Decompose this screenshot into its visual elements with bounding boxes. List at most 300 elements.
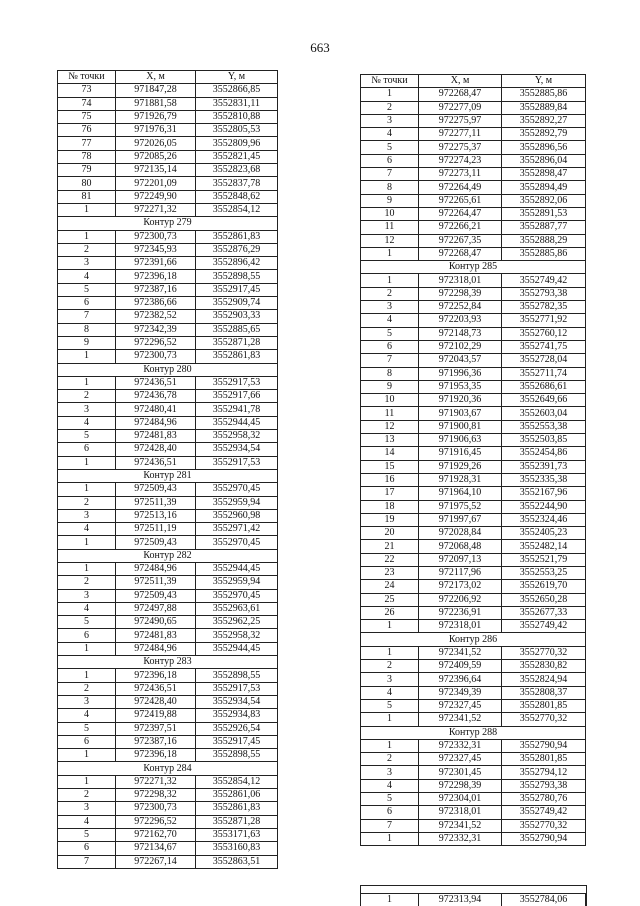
cell-y: 3552894,49 (502, 181, 586, 194)
table-row (58, 456, 278, 469)
table-row (361, 739, 586, 752)
table-row (361, 274, 586, 287)
cell-point-number: 9 (58, 336, 116, 349)
cell-point-number: 1 (58, 350, 116, 363)
table-row (361, 473, 586, 486)
table-row (361, 447, 586, 460)
table-row (58, 110, 278, 123)
cell-point-number: 1 (361, 739, 419, 752)
cell-x: 972396,18 (116, 749, 196, 762)
cell-x: 971996,36 (419, 367, 502, 380)
cell-x: 972249,90 (116, 190, 196, 203)
cell-point-number: 1 (361, 88, 419, 101)
cell-x: 972043,57 (419, 354, 502, 367)
table-row (58, 283, 278, 296)
table-row (361, 646, 586, 659)
cell-x: 972301,45 (419, 766, 502, 779)
cell-x: 972173,02 (419, 580, 502, 593)
cell-point-number: 17 (361, 487, 419, 500)
cell-point-number: 76 (58, 124, 116, 137)
table-row (361, 420, 586, 433)
cell-point-number: 5 (58, 828, 116, 841)
cell-point-number: 11 (361, 407, 419, 420)
cell-y: 3552771,92 (502, 314, 586, 327)
cell-x: 972026,05 (116, 137, 196, 150)
cell-x: 972298,39 (419, 779, 502, 792)
cell-y: 3552885,65 (196, 323, 278, 336)
table-continuation-fragment (360, 885, 587, 906)
table-row (58, 695, 278, 708)
table-row (58, 802, 278, 815)
cell-point-number: 1 (361, 646, 419, 659)
cell-x: 972252,84 (419, 301, 502, 314)
cell-x: 972135,14 (116, 164, 196, 177)
cell-x: 972268,47 (419, 247, 502, 260)
cell-y: 3552917,45 (196, 735, 278, 748)
cell-x: 971900,81 (419, 420, 502, 433)
table-body-right (361, 88, 586, 846)
table-row (361, 566, 586, 579)
cell-x: 972396,64 (419, 673, 502, 686)
cell-x: 971997,67 (419, 513, 502, 526)
cell-x: 972484,96 (116, 562, 196, 575)
cell-y: 3552898,47 (502, 168, 586, 181)
cell-point-number: 1 (361, 894, 419, 906)
table-row (361, 540, 586, 553)
cell-point-number: 1 (58, 642, 116, 655)
cell-point-number: 8 (361, 181, 419, 194)
header-x: X, м (419, 75, 502, 88)
cell-y: 3552749,42 (502, 806, 586, 819)
cell-y: 3552801,85 (502, 753, 586, 766)
cell-x: 972419,88 (116, 709, 196, 722)
cell-y: 3552805,53 (196, 124, 278, 137)
cell-y: 3552741,75 (502, 340, 586, 353)
cell-y: 3552892,06 (502, 194, 586, 207)
cell-point-number: 3 (58, 589, 116, 602)
cell-point-number: 79 (58, 164, 116, 177)
cell-y: 3552863,51 (196, 855, 278, 868)
cell-x: 972436,78 (116, 390, 196, 403)
cell-y: 3552790,94 (502, 739, 586, 752)
cell-y: 3552619,70 (502, 580, 586, 593)
table-header-row (58, 71, 278, 84)
cell-x: 971964,10 (419, 487, 502, 500)
table-row (361, 340, 586, 353)
cell-x: 972206,92 (419, 593, 502, 606)
cell-x: 972342,39 (116, 323, 196, 336)
cell-y: 3552649,66 (502, 394, 586, 407)
table-row (58, 97, 278, 110)
cell-point-number: 3 (58, 257, 116, 270)
cell-x: 972382,52 (116, 310, 196, 323)
cell-point-number: 5 (58, 283, 116, 296)
table-row (361, 181, 586, 194)
table-row (58, 855, 278, 868)
table-row (361, 354, 586, 367)
cell-x: 972277,09 (419, 101, 502, 114)
cell-x: 972271,32 (116, 775, 196, 788)
cell-y: 3552823,68 (196, 164, 278, 177)
cell-x: 972201,09 (116, 177, 196, 190)
cell-x: 972327,45 (419, 699, 502, 712)
cell-y: 3552831,11 (196, 97, 278, 110)
cell-point-number: 5 (361, 327, 419, 340)
cell-x: 972509,43 (116, 589, 196, 602)
table-row (58, 124, 278, 137)
cell-y: 3552917,45 (196, 283, 278, 296)
cell-point-number: 5 (361, 141, 419, 154)
table-row (58, 602, 278, 615)
cell-x: 972396,18 (116, 669, 196, 682)
table-row (58, 775, 278, 788)
table-row (58, 749, 278, 762)
cell-point-number: 1 (58, 536, 116, 549)
table-row (361, 207, 586, 220)
cell-point-number: 4 (58, 815, 116, 828)
section-header-row (58, 549, 278, 562)
table-row (58, 376, 278, 389)
table-row (361, 686, 586, 699)
cell-y: 3552971,42 (196, 523, 278, 536)
header-y: Y, м (502, 75, 586, 88)
cell-x: 972509,43 (116, 536, 196, 549)
cell-x: 971976,31 (116, 124, 196, 137)
cell-x: 972275,97 (419, 114, 502, 127)
cell-y: 3552889,84 (502, 101, 586, 114)
cell-y: 3553160,83 (196, 842, 278, 855)
cell-point-number: 6 (58, 735, 116, 748)
contour-title: Контур 284 (58, 762, 278, 775)
cell-x: 972264,49 (419, 181, 502, 194)
cell-y: 3552926,54 (196, 722, 278, 735)
section-header-row (361, 726, 586, 739)
cell-point-number: 1 (361, 274, 419, 287)
cell-point-number: 14 (361, 447, 419, 460)
cell-point-number: 2 (58, 496, 116, 509)
cell-y: 3552782,35 (502, 301, 586, 314)
header-y: Y, м (196, 71, 278, 84)
table-row (58, 536, 278, 549)
cell-x: 972148,73 (419, 327, 502, 340)
table-row (361, 894, 586, 906)
cell-x: 972386,66 (116, 297, 196, 310)
cell-point-number: 3 (361, 766, 419, 779)
table-row (58, 828, 278, 841)
cell-y: 3552934,83 (196, 709, 278, 722)
table-row (361, 327, 586, 340)
cell-y: 3552896,56 (502, 141, 586, 154)
cell-point-number: 75 (58, 110, 116, 123)
cell-point-number: 4 (58, 416, 116, 429)
cell-x: 972236,91 (419, 606, 502, 619)
cell-point-number: 1 (58, 562, 116, 575)
cell-y: 3552917,53 (196, 682, 278, 695)
table-row (58, 443, 278, 456)
table-row (58, 642, 278, 655)
cell-point-number: 20 (361, 527, 419, 540)
cell-point-number: 9 (361, 380, 419, 393)
table-row (58, 190, 278, 203)
cell-y: 3552553,25 (502, 566, 586, 579)
cell-y: 3552896,04 (502, 154, 586, 167)
cell-point-number: 2 (58, 576, 116, 589)
table-row (361, 753, 586, 766)
cell-y: 3552677,33 (502, 606, 586, 619)
cell-point-number: 22 (361, 553, 419, 566)
cell-point-number: 5 (58, 616, 116, 629)
cell-x: 972203,93 (419, 314, 502, 327)
cell-point-number: 1 (58, 749, 116, 762)
cell-x: 972341,52 (419, 646, 502, 659)
cell-x: 972484,96 (116, 416, 196, 429)
cell-y: 3552944,45 (196, 416, 278, 429)
cell-x: 972097,13 (419, 553, 502, 566)
cell-point-number: 7 (361, 354, 419, 367)
table-row (361, 500, 586, 513)
table-row (58, 177, 278, 190)
cell-point-number: 5 (58, 722, 116, 735)
cell-x: 972497,88 (116, 602, 196, 615)
table-row (58, 336, 278, 349)
cell-x: 972318,01 (419, 274, 502, 287)
cell-y: 3552837,78 (196, 177, 278, 190)
cell-x: 971975,52 (419, 500, 502, 513)
cell-x: 972511,19 (116, 523, 196, 536)
cell-point-number: 4 (58, 523, 116, 536)
cell-y: 3552167,96 (502, 487, 586, 500)
cell-x: 972391,66 (116, 257, 196, 270)
cell-y: 3552793,38 (502, 287, 586, 300)
table-row (361, 128, 586, 141)
table-row (58, 430, 278, 443)
cell-point-number: 3 (361, 673, 419, 686)
cell-x: 972313,94 (419, 894, 502, 906)
cell-y: 3552824,94 (502, 673, 586, 686)
cell-y: 3552909,74 (196, 297, 278, 310)
cell-point-number: 6 (361, 340, 419, 353)
cell-x: 972511,39 (116, 496, 196, 509)
cell-y: 3552454,86 (502, 447, 586, 460)
cell-x: 972134,67 (116, 842, 196, 855)
cell-y: 3552854,12 (196, 203, 278, 216)
cell-y: 3552749,42 (502, 620, 586, 633)
table-row (361, 553, 586, 566)
cell-point-number: 3 (58, 509, 116, 522)
table-row (58, 270, 278, 283)
cell-x: 971906,63 (419, 434, 502, 447)
cell-y: 3552944,45 (196, 642, 278, 655)
cell-y: 3552854,12 (196, 775, 278, 788)
table-row (58, 842, 278, 855)
cell-y: 3552770,32 (502, 646, 586, 659)
table-row (58, 735, 278, 748)
cell-y: 3552780,76 (502, 793, 586, 806)
contour-title: Контур 280 (58, 363, 278, 376)
cell-y: 3552335,38 (502, 473, 586, 486)
contour-title: Контур 279 (58, 217, 278, 230)
cell-y: 3552944,45 (196, 562, 278, 575)
cell-y: 3552963,61 (196, 602, 278, 615)
cell-x: 972274,23 (419, 154, 502, 167)
cell-y: 3552896,42 (196, 257, 278, 270)
table-row (361, 380, 586, 393)
cell-y: 3552324,46 (502, 513, 586, 526)
cell-x: 972397,51 (116, 722, 196, 735)
cell-x: 972436,51 (116, 456, 196, 469)
cell-point-number: 15 (361, 460, 419, 473)
cell-y: 3552801,85 (502, 699, 586, 712)
cell-x: 972275,37 (419, 141, 502, 154)
cell-y: 3552962,25 (196, 616, 278, 629)
cell-point-number: 7 (58, 310, 116, 323)
cell-x: 971953,35 (419, 380, 502, 393)
cell-point-number: 11 (361, 221, 419, 234)
cell-y: 3552887,77 (502, 221, 586, 234)
cell-y: 3552770,32 (502, 713, 586, 726)
section-header-row (58, 469, 278, 482)
cell-point-number: 1 (361, 832, 419, 845)
table-row (58, 310, 278, 323)
cell-point-number: 1 (58, 775, 116, 788)
cell-point-number: 5 (361, 793, 419, 806)
table-row (361, 699, 586, 712)
cell-x: 972349,39 (419, 686, 502, 699)
table-row (361, 154, 586, 167)
cell-x: 972273,11 (419, 168, 502, 181)
cell-x: 972296,52 (116, 336, 196, 349)
cell-x: 972511,39 (116, 576, 196, 589)
table-row (361, 394, 586, 407)
cell-x: 971881,58 (116, 97, 196, 110)
cell-x: 972085,26 (116, 150, 196, 163)
table-row (361, 487, 586, 500)
cell-x: 972318,01 (419, 806, 502, 819)
cell-y: 3552830,82 (502, 660, 586, 673)
cell-y: 3552686,61 (502, 380, 586, 393)
cell-point-number: 3 (58, 403, 116, 416)
cell-point-number: 1 (361, 247, 419, 260)
cell-y: 3552885,86 (502, 88, 586, 101)
cell-point-number: 1 (58, 456, 116, 469)
cell-point-number: 2 (58, 682, 116, 695)
cell-point-number: 24 (361, 580, 419, 593)
cell-point-number: 7 (361, 819, 419, 832)
table-row (361, 779, 586, 792)
table-row (361, 114, 586, 127)
cell-x: 972396,18 (116, 270, 196, 283)
cell-point-number: 6 (58, 297, 116, 310)
cell-x: 972271,32 (116, 203, 196, 216)
table-row (58, 576, 278, 589)
cell-y: 3552959,94 (196, 496, 278, 509)
cell-point-number: 9 (361, 194, 419, 207)
contour-title: Контур 283 (58, 656, 278, 669)
cell-x: 972265,61 (419, 194, 502, 207)
cell-y: 3552861,83 (196, 802, 278, 815)
cell-point-number: 12 (361, 420, 419, 433)
section-header-row (58, 363, 278, 376)
table-header-row (361, 75, 586, 88)
table-row (58, 589, 278, 602)
table-row (361, 527, 586, 540)
table-row (58, 709, 278, 722)
cell-x: 972162,70 (116, 828, 196, 841)
cell-y: 3552903,33 (196, 310, 278, 323)
cell-y: 3552553,38 (502, 420, 586, 433)
cell-x: 972387,16 (116, 735, 196, 748)
cell-point-number: 8 (58, 323, 116, 336)
cell-x: 972300,73 (116, 802, 196, 815)
cell-y: 3552790,94 (502, 832, 586, 845)
table-row (58, 150, 278, 163)
cell-point-number: 4 (361, 779, 419, 792)
table-row (361, 367, 586, 380)
table-row (58, 257, 278, 270)
cell-point-number: 4 (58, 602, 116, 615)
cell-x: 972304,01 (419, 793, 502, 806)
table-row (58, 323, 278, 336)
cell-x: 971916,45 (419, 447, 502, 460)
table-row (361, 168, 586, 181)
cell-point-number: 3 (361, 301, 419, 314)
cell-x: 972490,65 (116, 616, 196, 629)
table-row (58, 789, 278, 802)
cell-y: 3552892,27 (502, 114, 586, 127)
cell-y: 3552244,90 (502, 500, 586, 513)
cell-y: 3552810,88 (196, 110, 278, 123)
cell-y: 3552711,74 (502, 367, 586, 380)
cell-point-number: 10 (361, 394, 419, 407)
cell-point-number: 6 (58, 629, 116, 642)
cell-y: 3552917,66 (196, 390, 278, 403)
cell-point-number: 73 (58, 84, 116, 97)
cell-x: 972428,40 (116, 443, 196, 456)
cell-point-number: 7 (361, 168, 419, 181)
cell-x: 972117,96 (419, 566, 502, 579)
cell-y: 3552885,86 (502, 247, 586, 260)
cell-x: 972298,39 (419, 287, 502, 300)
cell-point-number: 6 (361, 806, 419, 819)
cell-point-number: 1 (58, 376, 116, 389)
table-row (58, 509, 278, 522)
cell-point-number: 8 (361, 367, 419, 380)
cell-y: 3552866,85 (196, 84, 278, 97)
cell-x: 972267,35 (419, 234, 502, 247)
cell-y: 3552871,28 (196, 815, 278, 828)
cell-y: 3552934,54 (196, 695, 278, 708)
cell-y: 3552793,38 (502, 779, 586, 792)
cell-y: 3552861,83 (196, 230, 278, 243)
page-number: 663 (0, 40, 640, 56)
contour-title: Контур 288 (361, 726, 586, 739)
cell-x: 972266,21 (419, 221, 502, 234)
table-row (361, 513, 586, 526)
table-row (58, 496, 278, 509)
coordinates-table-right (360, 74, 586, 846)
table-row (361, 606, 586, 619)
table-row (58, 562, 278, 575)
section-header-row (58, 217, 278, 230)
cell-y: 3552503,85 (502, 434, 586, 447)
cell-point-number: 1 (58, 483, 116, 496)
cell-x: 971926,79 (116, 110, 196, 123)
table-row (58, 682, 278, 695)
cell-point-number: 23 (361, 566, 419, 579)
cell-y: 3552391,73 (502, 460, 586, 473)
cell-point-number: 5 (58, 430, 116, 443)
cell-x: 972481,83 (116, 430, 196, 443)
